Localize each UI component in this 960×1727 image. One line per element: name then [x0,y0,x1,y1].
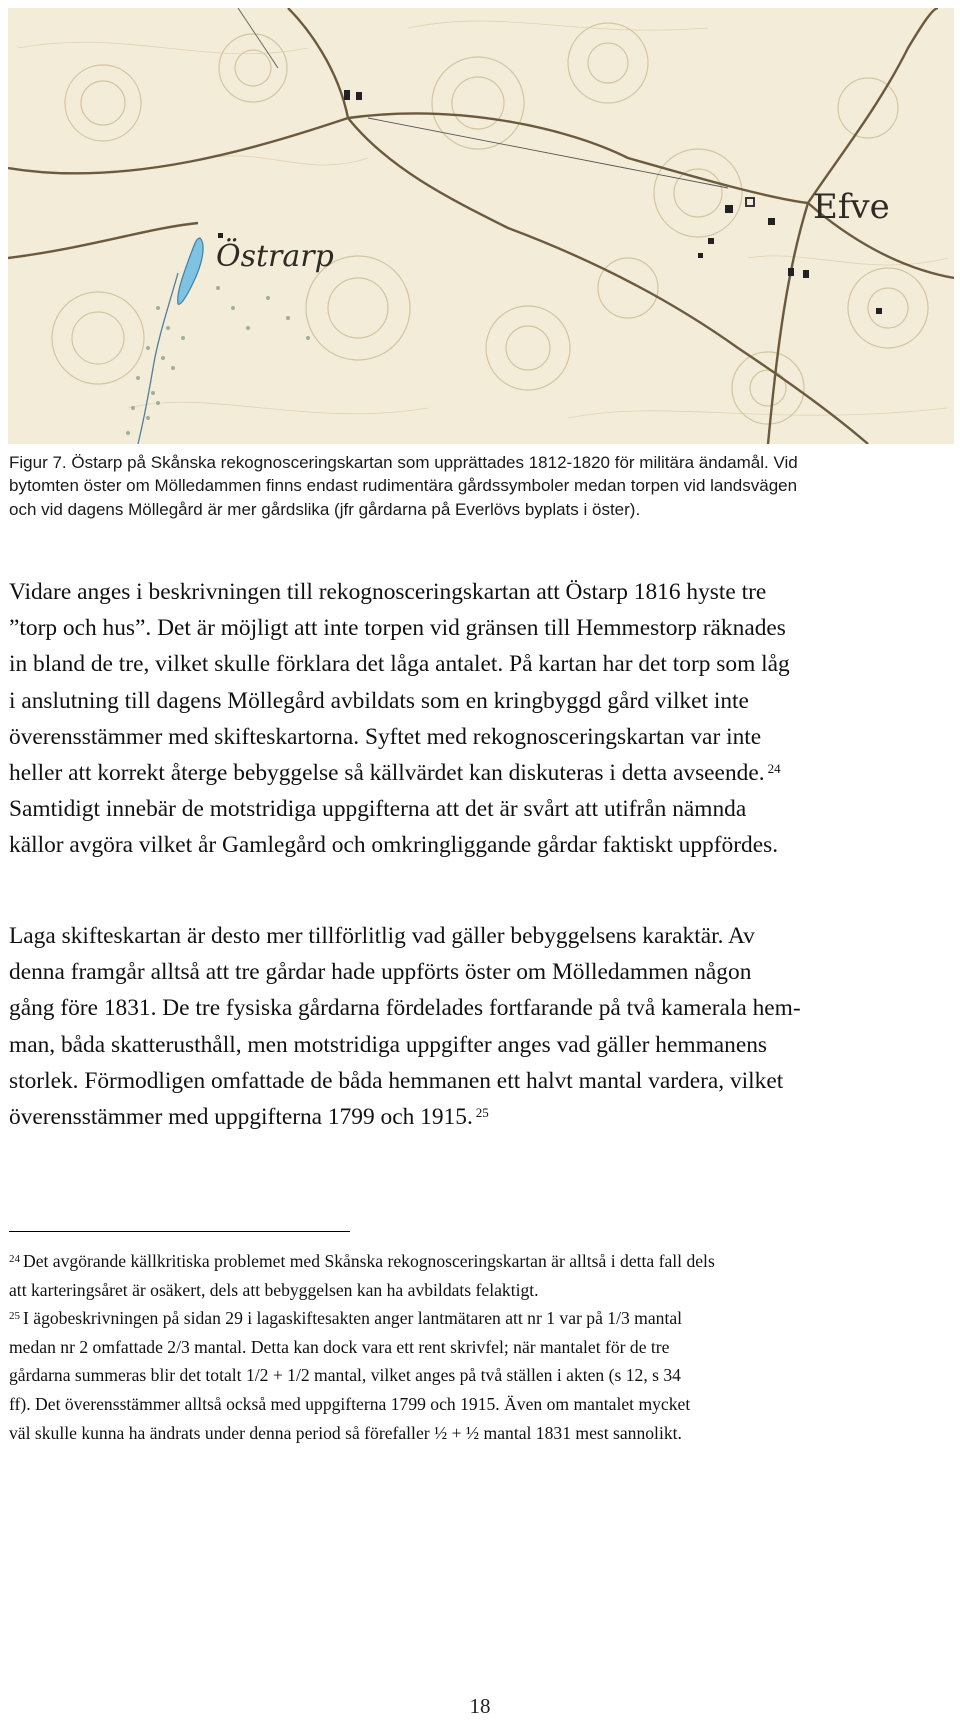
map-image [8,8,954,444]
footnote-line: att karteringsåret är osäkert, dels att bebyggelsen kan ha avbildats felaktigt. [9,1279,539,1300]
paragraph-line: in bland de tre, vilket skulle förklara det låga antalet. På kartan har det torp som låg [9,651,790,678]
paragraph-line: gång före 1831. De tre fysiska gårdarna fördelades fortfarande på två kamerala hem- [9,995,801,1022]
historical-map-figure [8,8,954,444]
footnote-line: gårdarna summeras blir det totalt 1/2 + 1/2 mantal, vilket anges på två ställen i akten (s 12, s 34 [9,1365,681,1386]
paragraph-line: överensstämmer med skifteskartorna. Syftet med rekognosceringskartan var inte [9,723,762,750]
figure-caption [9,451,949,521]
map-label-neighbor: Efve [813,187,890,227]
paragraph-line: ”torp och hus”. Det är möjligt att inte torpen vid gränsen till Hemmestorp räknades [9,615,786,642]
footnote-separator [9,1231,350,1232]
paragraph-line: i anslutning till dagens Möllegård avbildats som en kringbyggd gård vilket inte [9,687,749,714]
paragraph-line: Samtidigt innebär de motstridiga uppgifterna att det är svårt att utifrån nämnda [9,796,747,823]
paragraph-line-text: överensstämmer med uppgifterna 1799 och 1915. [9,1104,473,1131]
caption-line: Figur 7. Östarp på Skånska rekognosceringskartan som upprättades 1812-1820 för militära ändamål. Vid [9,453,798,472]
footnote-number: 25 [9,1310,20,1323]
body-paragraph-2 [9,918,951,1135]
footnote-line: väl skulle kunna ha ändrats under denna period så förefaller ½ + ½ mantal 1831 mest sannolikt. [9,1422,682,1443]
paragraph-line: denna framgår alltså att tre gårdar hade uppförts öster om Mölledammen någon [9,959,752,986]
paragraph-line: Vidare anges i beskrivningen till rekognosceringskartan att Östarp 1816 hyste tre [9,579,767,605]
footnotes [9,1247,951,1447]
map-label-village: Östrarp [216,239,334,274]
caption-line: och vid dagens Möllegård är mer gårdslika (jfr gårdarna på Everlövs byplats i öster). [9,499,641,519]
footnote-text: Det avgörande källkritiska problemet med Skånska rekognosceringskartan är alltså i detta fall dels [23,1251,715,1271]
footnote-text: I ägobeskrivningen på sidan 29 i lagaskiftesakten anger lantmätaren att nr 1 var på 1/3 mantal [23,1308,683,1329]
body-paragraph-1 [9,574,951,864]
page-number: 18 [469,1694,491,1718]
footnote-number: 24 [9,1253,20,1265]
footnote-line: medan nr 2 omfattade 2/3 mantal. Detta kan dock vara ett rent skrivfel; när mantalet för de tre [9,1336,670,1357]
paragraph-line: man, båda skatterusthåll, men motstridiga uppgifter anges vad gäller hemmanens [9,1031,768,1058]
paragraph-line [9,755,951,791]
footnote-line: ff). Det överensstämmer alltså också med uppgifterna 1799 och 1915. Även om mantalet mycket [9,1393,691,1414]
paragraph-line: Laga skifteskartan är desto mer tillförlitlig vad gäller bebyggelsens karaktär. Av [9,923,755,949]
paragraph-line [9,1099,951,1135]
paragraph-line: storlek. Förmodligen omfattade de båda hemmanen ett halvt mantal vardera, vilket [9,1067,784,1094]
paragraph-line: källor avgöra vilket år Gamlegård och omkringliggande gårdar faktiskt uppfördes. [9,832,779,859]
footnote-line [9,1247,951,1276]
footnote-reference[interactable]: 25 [475,1105,489,1121]
footnote-reference[interactable]: 24 [767,761,781,777]
caption-line: bytomten öster om Mölledammen finns endast rudimentära gårdssymboler medan torpen vid landsvägen [9,476,798,496]
footnote-line [9,1304,951,1333]
paragraph-line-text: heller att korrekt återge bebyggelse så källvärdet kan diskuteras i detta avseende. [9,760,765,787]
